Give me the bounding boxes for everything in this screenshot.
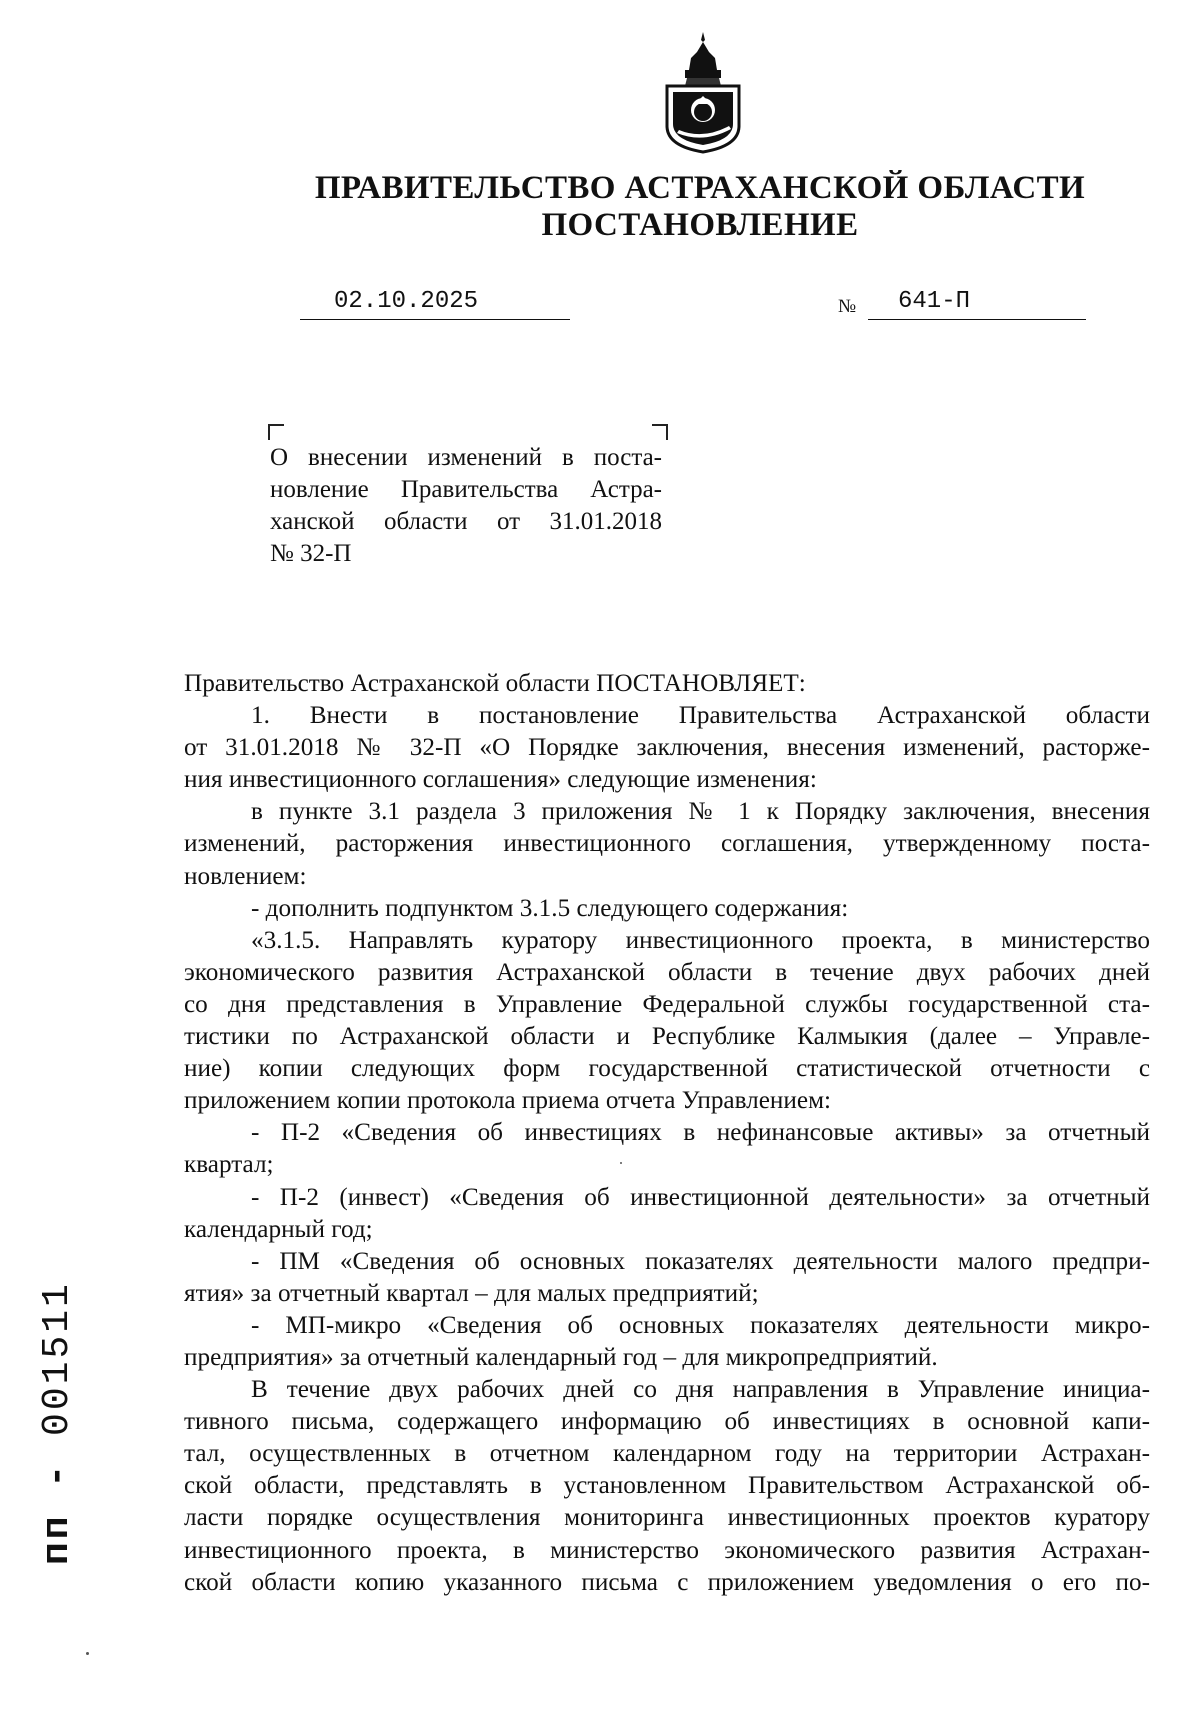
body-line: ской области копию указанного письма с приложением уведомления о его по- [184, 1568, 1150, 1596]
body-line: изменений, расторжения инвестиционного соглашения, утвержденному поста- [184, 830, 1150, 858]
body-line: тистики по Астраханской области и Республике Калмыкия (далее – Управле- [184, 1023, 1150, 1051]
body-line: Правительство Астраханской области ПОСТАНОВЛЯЕТ: [184, 670, 806, 697]
body-line: предприятия» за отчетный календарный год – для микропредприятий. [184, 1343, 938, 1371]
body-line: квартал; [184, 1151, 274, 1179]
body-line: ния инвестиционного соглашения» следующие изменения: [184, 766, 817, 794]
document-number: 641-П [868, 288, 1086, 320]
body-line: ние) копии следующих форм государственной статистической отчетности с [184, 1055, 1150, 1083]
body-line: - П-2 (инвест) «Сведения об инвестиционной деятельности» за отчетный [251, 1183, 1150, 1211]
scan-speck [620, 1162, 622, 1164]
organization-title: ПРАВИТЕЛЬСТВО АСТРАХАНСКОЙ ОБЛАСТИ [314, 170, 1086, 206]
body-line: В течение двух рабочих дней со дня направления в Управление инициа- [251, 1376, 1150, 1404]
body-line: в пункте 3.1 раздела 3 приложения № 1 к Порядку заключения, внесения [251, 798, 1150, 826]
body-line: - МП-микро «Сведения об основных показателях деятельности микро- [251, 1311, 1150, 1339]
body-line: календарный год; [184, 1215, 373, 1243]
scan-speck [86, 1652, 89, 1655]
subject-corner-left [268, 424, 284, 440]
body-line: инвестиционного проекта, в министерство экономического развития Астрахан- [184, 1536, 1150, 1564]
subject-block [270, 442, 662, 570]
number-sign: № [838, 296, 857, 317]
body-line: ласти порядке осуществления мониторинга инвестиционных проектов куратору [184, 1504, 1150, 1532]
body-line: «3.1.5. Направлять куратору инвестиционного проекта, в министерство [251, 926, 1150, 954]
body-line: тал, осуществленных в отчетном календарном году на территории Астрахан- [184, 1440, 1150, 1468]
subject-line: новление Правительства Астра- [270, 476, 662, 503]
body-text [184, 668, 1150, 1599]
subject-line: № 32-П [270, 540, 352, 567]
astrakhan-coat-of-arms-icon [657, 30, 749, 155]
body-line: от 31.01.2018 № 32-П «О Порядке заключения, внесения изменений, расторже- [184, 734, 1150, 762]
body-line: 1. Внести в постановление Правительства Астраханской области [251, 702, 1150, 730]
document-type-title: ПОСТАНОВЛЕНИЕ [541, 207, 859, 243]
document-date: 02.10.2025 [300, 288, 570, 320]
subject-corner-right [652, 424, 668, 440]
stamp-serial: 001511 [36, 1281, 79, 1436]
body-line: ятия» за отчетный квартал – для малых предприятий; [184, 1279, 759, 1307]
body-line: - дополнить подпунктом 3.1.5 следующего содержания: [251, 894, 849, 922]
body-line: экономического развития Астраханской области в течение двух рабочих дней [184, 958, 1150, 986]
body-line: - П-2 «Сведения об инвестициях в нефинансовые активы» за отчетный [251, 1119, 1150, 1147]
body-line: - ПМ «Сведения об основных показателях деятельности малого предпри- [251, 1247, 1150, 1275]
body-line: новлением: [184, 862, 307, 890]
registration-stamp [36, 1281, 79, 1565]
subject-line: ханской области от 31.01.2018 [270, 508, 662, 535]
body-line: тивного письма, содержащего информацию об инвестициях в основной капи- [184, 1408, 1150, 1436]
subject-line: О внесении изменений в поста- [270, 444, 662, 471]
body-line: приложением копии протокола приема отчета Управлением: [184, 1087, 832, 1115]
stamp-prefix: пп - [36, 1461, 79, 1565]
body-line: ской области, представлять в установленном Правительством Астраханской об- [184, 1472, 1150, 1500]
body-line: со дня представления в Управление Федеральной службы государственной ста- [184, 990, 1150, 1018]
